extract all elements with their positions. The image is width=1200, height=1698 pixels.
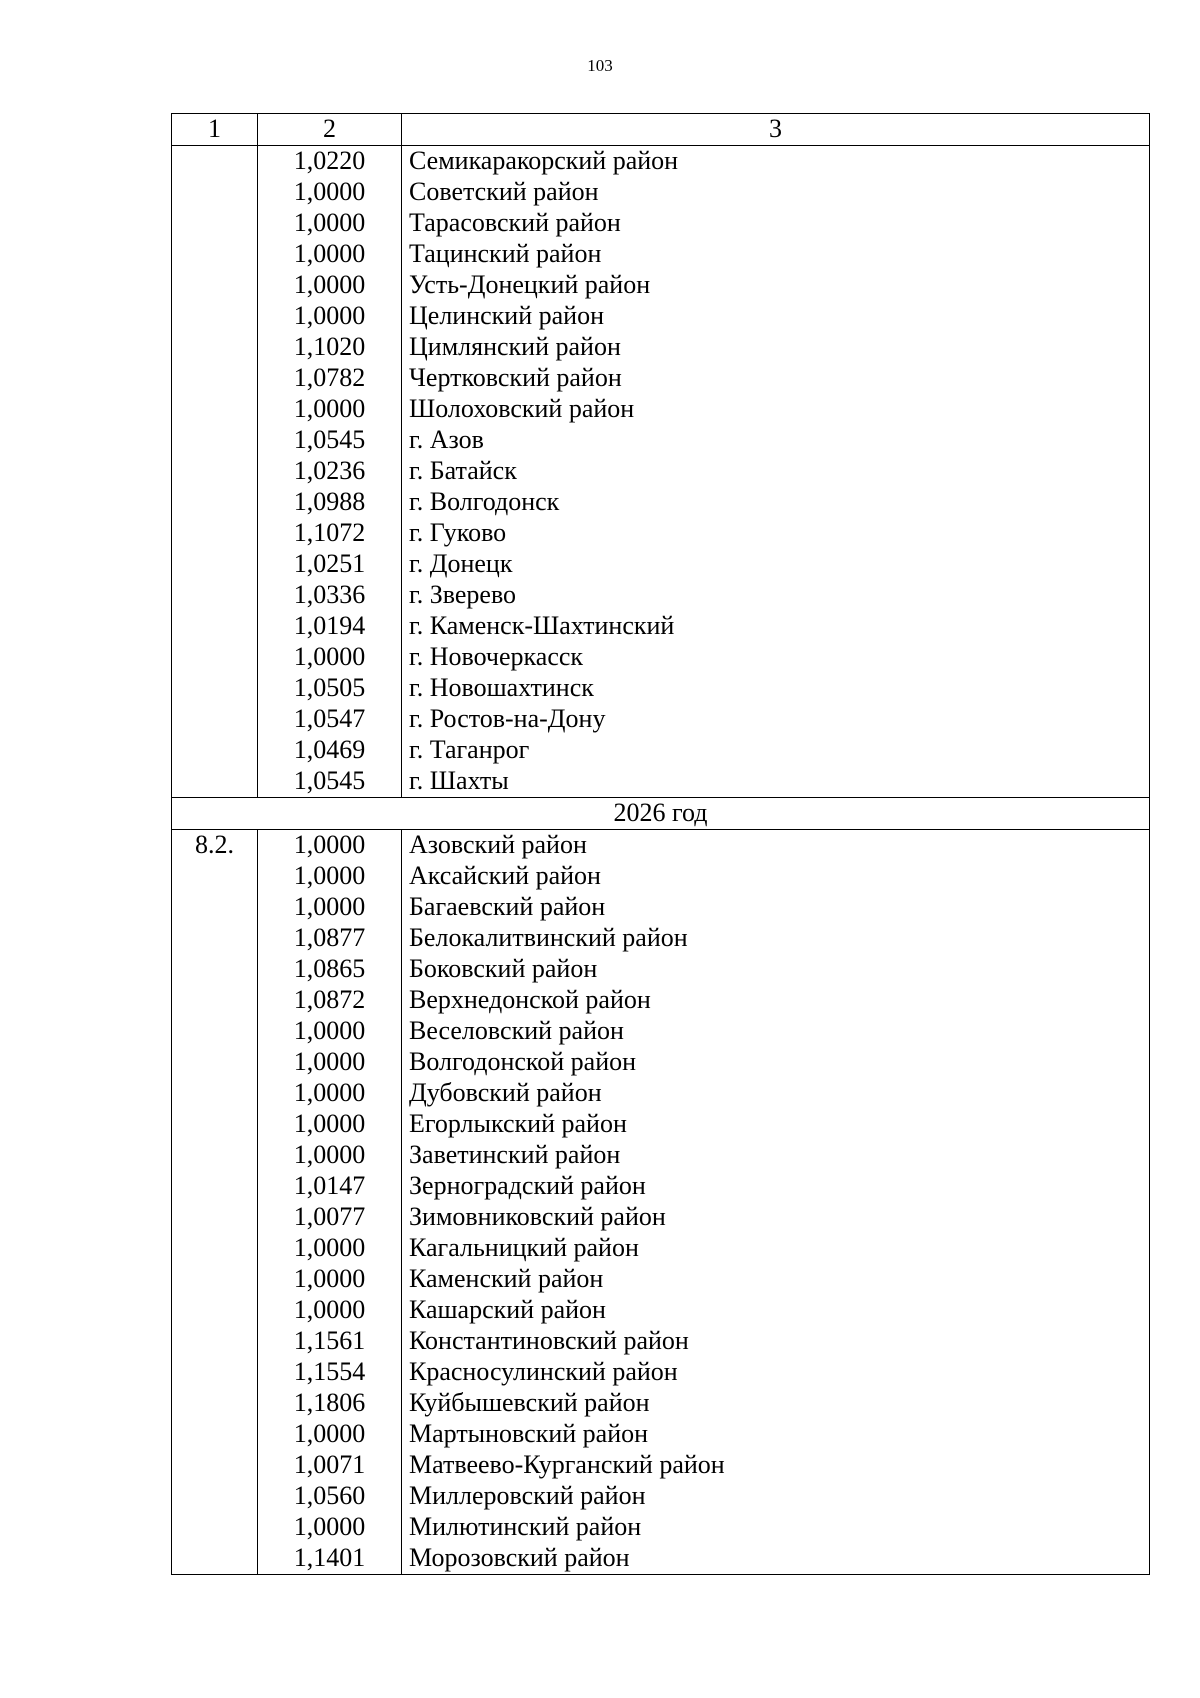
row-territory-name: Красносулинский район	[402, 1357, 1150, 1388]
table-row	[172, 1140, 1150, 1171]
row-index: 8.2.	[172, 830, 258, 862]
table-row	[172, 1233, 1150, 1264]
table-row	[172, 766, 1150, 798]
row-index	[172, 1295, 258, 1326]
table-row	[172, 580, 1150, 611]
row-territory-name: Шолоховский район	[402, 394, 1150, 425]
row-territory-name: Мартыновский район	[402, 1419, 1150, 1450]
row-index	[172, 270, 258, 301]
row-territory-name: Тацинский район	[402, 239, 1150, 270]
table-row	[172, 394, 1150, 425]
row-coefficient: 1,1561	[258, 1326, 402, 1357]
row-coefficient: 1,0872	[258, 985, 402, 1016]
row-coefficient: 1,1072	[258, 518, 402, 549]
table-row	[172, 735, 1150, 766]
table-row	[172, 892, 1150, 923]
row-coefficient: 1,0000	[258, 892, 402, 923]
table-row	[172, 1543, 1150, 1575]
row-territory-name: Зимовниковский район	[402, 1202, 1150, 1233]
row-territory-name: Егорлыкский район	[402, 1109, 1150, 1140]
table-row	[172, 1202, 1150, 1233]
row-index	[172, 1171, 258, 1202]
row-index	[172, 549, 258, 580]
table-header-row	[172, 114, 1150, 146]
row-index	[172, 301, 258, 332]
table-row	[172, 1264, 1150, 1295]
row-index	[172, 861, 258, 892]
table-row	[172, 1171, 1150, 1202]
row-index	[172, 1543, 258, 1575]
row-index	[172, 1016, 258, 1047]
row-coefficient: 1,0547	[258, 704, 402, 735]
table-row	[172, 830, 1150, 862]
table-row	[172, 1078, 1150, 1109]
row-coefficient: 1,1020	[258, 332, 402, 363]
row-index	[172, 892, 258, 923]
row-territory-name: г. Донецк	[402, 549, 1150, 580]
row-coefficient: 1,0000	[258, 830, 402, 862]
table-row	[172, 1047, 1150, 1078]
row-territory-name: г. Новошахтинск	[402, 673, 1150, 704]
row-territory-name: Дубовский район	[402, 1078, 1150, 1109]
table-row	[172, 611, 1150, 642]
row-index	[172, 954, 258, 985]
row-coefficient: 1,0988	[258, 487, 402, 518]
row-territory-name: Советский район	[402, 177, 1150, 208]
table-row	[172, 456, 1150, 487]
row-coefficient: 1,0877	[258, 923, 402, 954]
row-index	[172, 487, 258, 518]
row-territory-name: г. Новочеркасск	[402, 642, 1150, 673]
row-territory-name: Целинский район	[402, 301, 1150, 332]
table-row	[172, 1481, 1150, 1512]
row-territory-name: Каменский район	[402, 1264, 1150, 1295]
row-territory-name: г. Гуково	[402, 518, 1150, 549]
row-coefficient: 1,0000	[258, 1047, 402, 1078]
row-territory-name: Усть-Донецкий район	[402, 270, 1150, 301]
row-territory-name: Куйбышевский район	[402, 1388, 1150, 1419]
row-index	[172, 456, 258, 487]
table-row	[172, 239, 1150, 270]
row-index	[172, 1357, 258, 1388]
row-index	[172, 1388, 258, 1419]
row-territory-name: Багаевский район	[402, 892, 1150, 923]
row-territory-name: Аксайский район	[402, 861, 1150, 892]
row-index	[172, 985, 258, 1016]
row-territory-name: Волгодонской район	[402, 1047, 1150, 1078]
table-row	[172, 1450, 1150, 1481]
row-index	[172, 1481, 258, 1512]
row-territory-name: Кашарский район	[402, 1295, 1150, 1326]
row-territory-name: Верхнедонской район	[402, 985, 1150, 1016]
row-territory-name: г. Батайск	[402, 456, 1150, 487]
row-coefficient: 1,0000	[258, 1295, 402, 1326]
row-coefficient: 1,0000	[258, 394, 402, 425]
row-index	[172, 1047, 258, 1078]
row-coefficient: 1,1554	[258, 1357, 402, 1388]
table-row	[172, 1326, 1150, 1357]
row-coefficient: 1,0469	[258, 735, 402, 766]
table-row	[172, 1512, 1150, 1543]
table-row	[172, 923, 1150, 954]
row-coefficient: 1,0071	[258, 1450, 402, 1481]
table-row	[172, 673, 1150, 704]
row-coefficient: 1,1401	[258, 1543, 402, 1575]
table-row	[172, 363, 1150, 394]
row-territory-name: Миллеровский район	[402, 1481, 1150, 1512]
row-coefficient: 1,0000	[258, 208, 402, 239]
row-territory-name: Милютинский район	[402, 1512, 1150, 1543]
row-index	[172, 580, 258, 611]
row-index	[172, 766, 258, 798]
row-coefficient: 1,0545	[258, 425, 402, 456]
table-row	[172, 208, 1150, 239]
row-coefficient: 1,1806	[258, 1388, 402, 1419]
row-territory-name: Боковский район	[402, 954, 1150, 985]
row-index	[172, 363, 258, 394]
row-territory-name: Зерноградский район	[402, 1171, 1150, 1202]
year-row	[172, 798, 1150, 830]
row-index	[172, 1512, 258, 1543]
row-coefficient: 1,0000	[258, 239, 402, 270]
row-territory-name: Белокалитвинский район	[402, 923, 1150, 954]
row-territory-name: Азовский район	[402, 830, 1150, 862]
row-index	[172, 642, 258, 673]
row-territory-name: Веселовский район	[402, 1016, 1150, 1047]
row-territory-name: г. Зверево	[402, 580, 1150, 611]
row-index	[172, 704, 258, 735]
row-index	[172, 1202, 258, 1233]
row-coefficient: 1,0077	[258, 1202, 402, 1233]
section-2025-rows	[172, 146, 1150, 798]
row-coefficient: 1,0000	[258, 177, 402, 208]
row-coefficient: 1,0782	[258, 363, 402, 394]
row-coefficient: 1,0194	[258, 611, 402, 642]
header-col-1: 1	[172, 114, 258, 146]
row-territory-name: Заветинский район	[402, 1140, 1150, 1171]
row-territory-name: г. Шахты	[402, 766, 1150, 798]
header-col-3: 3	[402, 114, 1150, 146]
row-territory-name: г. Ростов-на-Дону	[402, 704, 1150, 735]
table-row	[172, 1419, 1150, 1450]
row-coefficient: 1,0336	[258, 580, 402, 611]
year-label: 2026 год	[172, 798, 1150, 830]
row-territory-name: Кагальницкий район	[402, 1233, 1150, 1264]
table-row	[172, 549, 1150, 580]
row-territory-name: Константиновский район	[402, 1326, 1150, 1357]
row-coefficient: 1,0505	[258, 673, 402, 704]
row-index	[172, 1140, 258, 1171]
row-index	[172, 239, 258, 270]
page-number: 103	[587, 56, 613, 75]
table-row	[172, 1109, 1150, 1140]
row-coefficient: 1,0000	[258, 642, 402, 673]
row-index	[172, 1078, 258, 1109]
row-coefficient: 1,0000	[258, 1419, 402, 1450]
table-row	[172, 1388, 1150, 1419]
row-territory-name: Тарасовский район	[402, 208, 1150, 239]
table-row	[172, 487, 1150, 518]
row-index	[172, 1233, 258, 1264]
table-row	[172, 704, 1150, 735]
table-row	[172, 146, 1150, 178]
row-index	[172, 146, 258, 178]
row-coefficient: 1,0000	[258, 1016, 402, 1047]
row-coefficient: 1,0251	[258, 549, 402, 580]
row-index	[172, 735, 258, 766]
table-row	[172, 954, 1150, 985]
row-coefficient: 1,0000	[258, 270, 402, 301]
row-coefficient: 1,0220	[258, 146, 402, 178]
table-row	[172, 270, 1150, 301]
table-row	[172, 425, 1150, 456]
row-territory-name: г. Каменск-Шахтинский	[402, 611, 1150, 642]
row-territory-name: Матвеево-Курганский район	[402, 1450, 1150, 1481]
table-row	[172, 1016, 1150, 1047]
row-coefficient: 1,0000	[258, 861, 402, 892]
row-index	[172, 1450, 258, 1481]
section-2026-rows	[172, 830, 1150, 1575]
row-coefficient: 1,0865	[258, 954, 402, 985]
table-row	[172, 642, 1150, 673]
row-territory-name: г. Таганрог	[402, 735, 1150, 766]
row-territory-name: г. Волгодонск	[402, 487, 1150, 518]
row-coefficient: 1,0000	[258, 1512, 402, 1543]
row-territory-name: Морозовский район	[402, 1543, 1150, 1575]
row-index	[172, 1264, 258, 1295]
row-coefficient: 1,0000	[258, 1109, 402, 1140]
table-row	[172, 301, 1150, 332]
row-index	[172, 673, 258, 704]
row-coefficient: 1,0000	[258, 1264, 402, 1295]
row-index	[172, 425, 258, 456]
row-index	[172, 208, 258, 239]
header-col-2: 2	[258, 114, 402, 146]
row-index	[172, 611, 258, 642]
coefficient-table	[171, 113, 1150, 1575]
table-row	[172, 177, 1150, 208]
row-coefficient: 1,0236	[258, 456, 402, 487]
table-row	[172, 1295, 1150, 1326]
row-coefficient: 1,0560	[258, 1481, 402, 1512]
row-territory-name: Чертковский район	[402, 363, 1150, 394]
row-coefficient: 1,0000	[258, 1233, 402, 1264]
row-index	[172, 923, 258, 954]
row-coefficient: 1,0000	[258, 301, 402, 332]
table-row	[172, 985, 1150, 1016]
row-territory-name: Цимлянский район	[402, 332, 1150, 363]
table-row	[172, 332, 1150, 363]
table-row	[172, 1357, 1150, 1388]
row-index	[172, 177, 258, 208]
row-index	[172, 518, 258, 549]
row-coefficient: 1,0147	[258, 1171, 402, 1202]
row-index	[172, 394, 258, 425]
row-index	[172, 1326, 258, 1357]
row-index	[172, 1419, 258, 1450]
row-coefficient: 1,0000	[258, 1140, 402, 1171]
row-territory-name: Семикаракорский район	[402, 146, 1150, 178]
row-territory-name: г. Азов	[402, 425, 1150, 456]
row-index	[172, 332, 258, 363]
row-coefficient: 1,0000	[258, 1078, 402, 1109]
table-row	[172, 518, 1150, 549]
row-coefficient: 1,0545	[258, 766, 402, 798]
table-row	[172, 861, 1150, 892]
row-index	[172, 1109, 258, 1140]
